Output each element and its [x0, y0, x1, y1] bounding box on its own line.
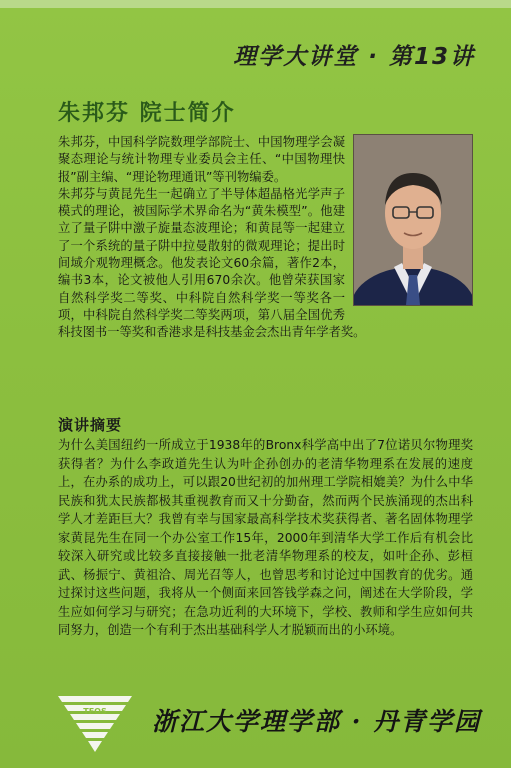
bio-section-title: 朱邦芬 院士简介 [58, 101, 236, 126]
logo-text: TFOS [83, 707, 107, 716]
footer-institution-title: 浙江大学理学部 · 丹青学园 [152, 707, 482, 736]
tfos-logo-icon [56, 690, 134, 754]
abstract-paragraph: 为什么美国纽约一所成立于1938年的Bronx科学高中出了7位诺贝尔物理奖获得者？为什么李政道先生认为叶企孙创办的老清华物理系在发展的速度上，在办系的成功上，可以跟20世纪初的加州理工学院相媲美？为什么中华民族和犹太民族都极其重视教育而又十分勤奋，然而两个民族涌现的杰出科学人才差距巨大？我曾有幸与国家最高科学技术奖获得者、著名固体物理学家黄昆先生在同一个办公室工作15年，2000年到清华大学工作后有机会比较深入研究或比较多直接接触一批老清华物理系的校友，如叶企孙、彭桓武、杨振宁、黄祖洽、周光召等人，也曾思考和讨论过中国教育的优劣。通过探讨这些问题，我将从一个侧面来回答钱学森之问，阐述在大学阶段，学生应如何学习与研究；在急功近利的大环境下，学校、教师和学生应如何共同努力，创造一个有利于杰出基础科学人才脱颖而出的小环境。 [58, 438, 473, 637]
bio-paragraph-1: 朱邦芬，中国科学院数理学部院士、中国物理学会凝聚态理论与统计物理专业委员会主任、“中国物理快报”副主编、“理论物理通讯”等刊物编委。 [58, 135, 345, 184]
abstract-text-block [58, 436, 473, 640]
bio-paragraph-2: 朱邦芬与黄昆先生一起确立了半导体超晶格光学声子模式的理论，被国际学术界命名为“黄朱模型”。他建立了量子阱中激子旋量态波理论；和黄昆等一起建立了一个系统的量子阱中拉曼散射的微观理论；提出时间域介观物理概念。他发表论文60余篇，著作2本，编书3本，论文被他人引用670余次。他曾荣获国家自然科学奖二等奖、中科院自然科学奖一等奖各一项，中科院自然科学奖二等奖两项，第八届全国优秀科技图书一等奖和香港求是科技基金会杰出青年学者奖。 [58, 186, 366, 340]
portrait-illustration [354, 135, 472, 305]
abstract-heading: 演讲摘要 [58, 416, 123, 434]
bio-text-block [58, 134, 473, 342]
top-band [0, 0, 511, 8]
portrait-photo [353, 134, 473, 306]
lecture-series-title: 理学大讲堂 · 第13讲 [233, 44, 475, 70]
